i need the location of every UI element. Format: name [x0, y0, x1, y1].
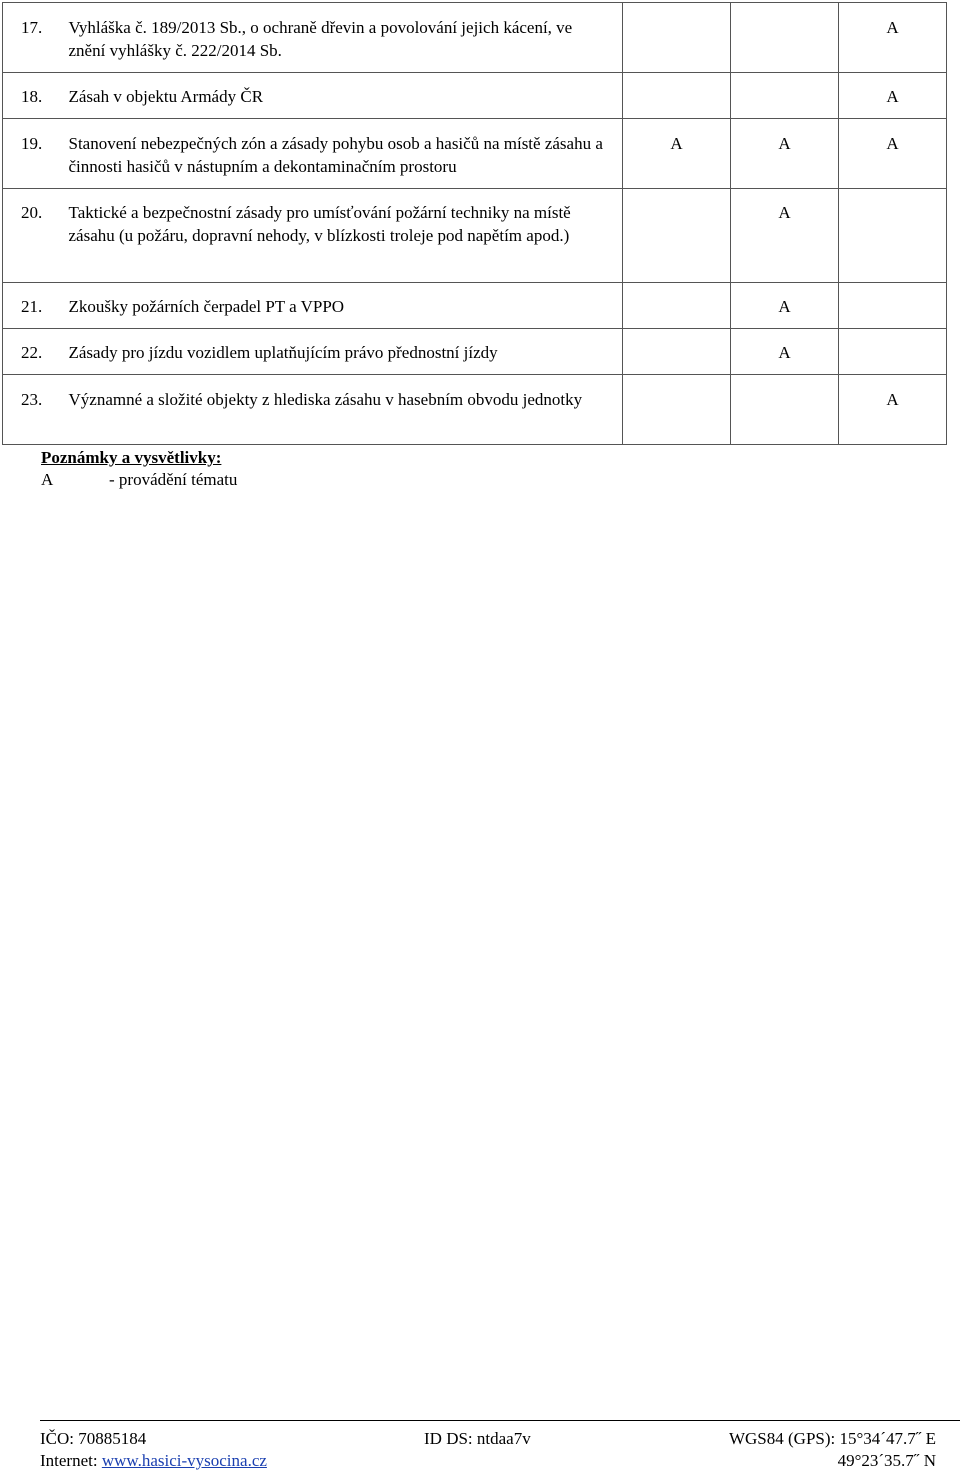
- table-row: [3, 189, 947, 283]
- table-row: [3, 3, 947, 73]
- topic-mark-col-1: [623, 189, 731, 283]
- footer-gps-n: 49°23´35.7˝ N: [837, 1451, 936, 1470]
- footer-internet-label: Internet:: [40, 1451, 98, 1470]
- legend-symbol: A: [41, 470, 54, 489]
- topic-number: 21.: [3, 283, 63, 329]
- topic-number: 18.: [3, 73, 63, 119]
- footer-gps-e: WGS84 (GPS): 15°34´47.7˝ E: [728, 1429, 936, 1448]
- topic-title: Zkoušky požárních čerpadel PT a VPPO: [63, 283, 623, 329]
- footer-ico: IČO: 70885184: [40, 1429, 147, 1448]
- topic-mark-col-2: A: [731, 329, 839, 375]
- topic-mark-col-3: A: [839, 119, 947, 189]
- topic-mark-col-1: [623, 3, 731, 73]
- topic-mark-col-3: A: [839, 73, 947, 119]
- topic-mark-col-1: A: [623, 119, 731, 189]
- topic-mark-col-3: A: [839, 375, 947, 445]
- topic-mark-col-3: [839, 329, 947, 375]
- topic-mark-col-1: [623, 375, 731, 445]
- topic-title: Zásady pro jízdu vozidlem uplatňujícím právo přednostní jízdy: [63, 329, 623, 375]
- topic-title: Významné a složité objekty z hlediska zásahu v hasebním obvodu jednotky: [63, 375, 623, 445]
- topic-mark-col-2: [731, 375, 839, 445]
- notes-legend: [41, 469, 237, 491]
- table-row: [3, 375, 947, 445]
- topic-number: 22.: [3, 329, 63, 375]
- legend-description: - provádění tématu: [109, 470, 238, 489]
- footer-divider: [40, 1420, 960, 1421]
- topic-mark-col-1: [623, 329, 731, 375]
- topic-number: 20.: [3, 189, 63, 283]
- topic-mark-col-1: [623, 73, 731, 119]
- topic-mark-col-1: [623, 283, 731, 329]
- topic-number: 17.: [3, 3, 63, 73]
- topic-title: Stanovení nebezpečných zón a zásady pohybu osob a hasičů na místě zásahu a činnosti hasičů v nástupním a dekontaminačním prostoru: [63, 119, 623, 189]
- topics-table: [2, 2, 947, 445]
- topic-title: Taktické a bezpečnostní zásady pro umísťování požární techniky na místě zásahu (u požáru, dopravní nehody, v blízkosti troleje pod napětím apod.): [63, 189, 623, 283]
- footer-internet: [40, 1450, 267, 1472]
- table-row: [3, 73, 947, 119]
- footer-website-link[interactable]: www.hasici-vysocina.cz: [101, 1451, 267, 1470]
- topic-mark-col-2: A: [731, 119, 839, 189]
- table-row: [3, 283, 947, 329]
- topic-mark-col-2: [731, 73, 839, 119]
- topic-mark-col-2: [731, 3, 839, 73]
- table-row: [3, 119, 947, 189]
- table-row: [3, 329, 947, 375]
- topic-mark-col-3: A: [839, 3, 947, 73]
- footer-data-box: ID DS: ntdaa7v: [424, 1429, 531, 1448]
- topic-number: 19.: [3, 119, 63, 189]
- topic-mark-col-2: A: [731, 283, 839, 329]
- topic-number: 23.: [3, 375, 63, 445]
- notes-title: Poznámky a vysvětlivky:: [41, 448, 222, 467]
- topic-mark-col-3: [839, 189, 947, 283]
- topic-title: Zásah v objektu Armády ČR: [63, 73, 623, 119]
- topic-mark-col-2: A: [731, 189, 839, 283]
- topic-mark-col-3: [839, 283, 947, 329]
- topic-title: Vyhláška č. 189/2013 Sb., o ochraně dřevin a povolování jejich kácení, ve znění vyhlášky č. 222/2014 Sb.: [63, 3, 623, 73]
- notes-section: [41, 447, 237, 491]
